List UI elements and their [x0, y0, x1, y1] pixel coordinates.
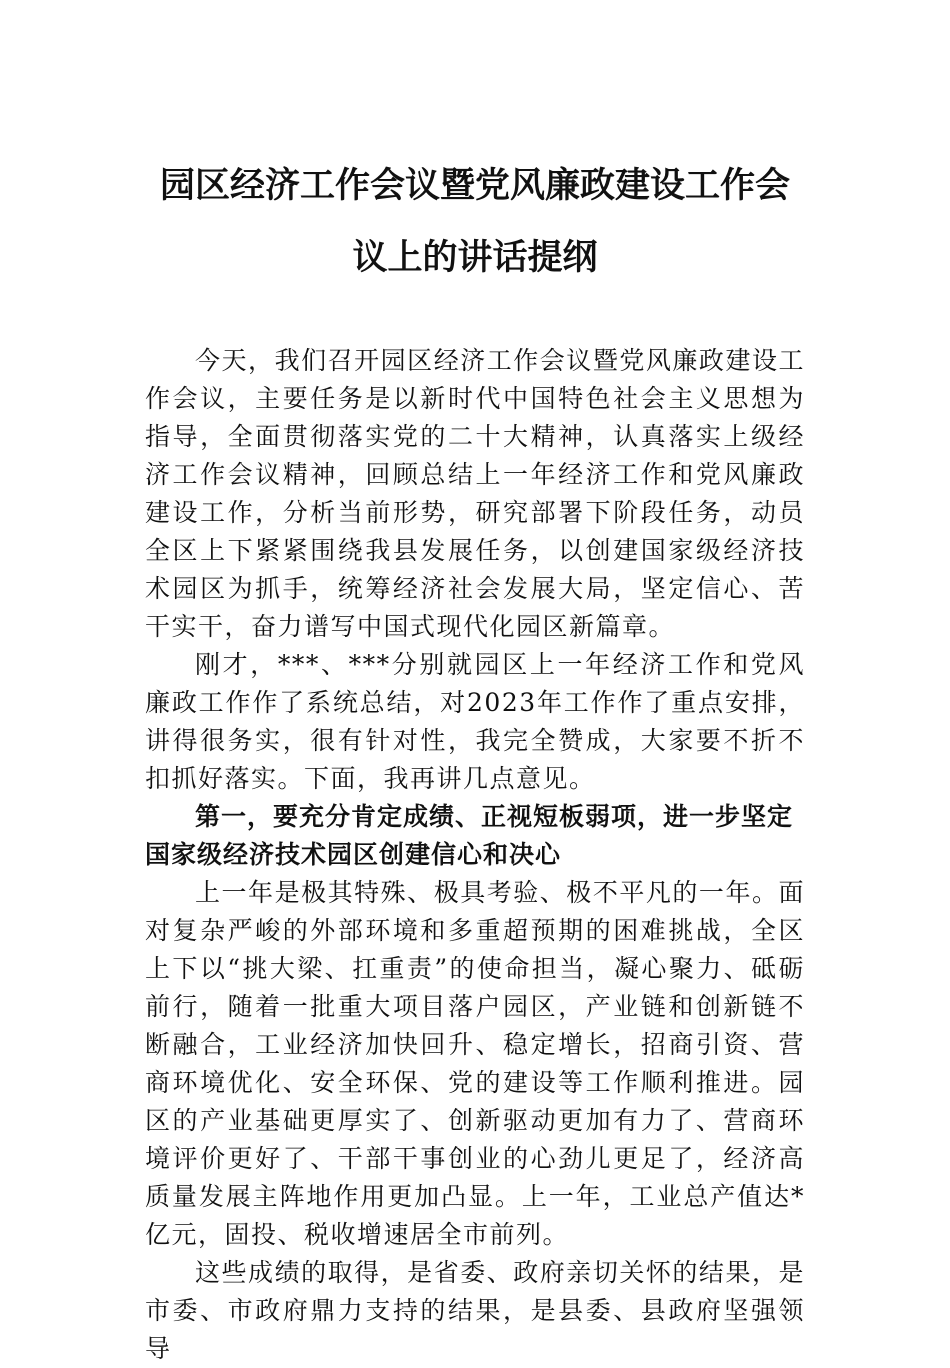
paragraph-summary: 刚才，***、***分别就园区上一年经济工作和党风廉政工作作了系统总结，对2023年工作作了重点安排，讲得很务实，很有针对性，我完全赞成，大家要不折不扣抓好落实。下面，我再讲几点意见。	[145, 650, 805, 793]
document-page	[145, 150, 805, 1368]
document-title	[145, 150, 805, 294]
title-line-2: 议上的讲话提纲	[352, 237, 598, 278]
paragraph-opening: 今天，我们召开园区经济工作会议暨党风廉政建设工作会议，主要任务是以新时代中国特色社会主义思想为指导，全面贯彻落实党的二十大精神，认真落实上级经济工作会议精神，回顾总结上一年经济工作和党风廉政建设工作，分析当前形势，研究部署下阶段任务，动员全区上下紧紧围绕我县发展任务，以创建国家级经济技术园区为抓手，统筹经济社会发展大局，坚定信心、苦干实干，奋力谱写中国式现代化园区新篇章。	[145, 346, 805, 641]
section-heading-1: 第一，要充分肯定成绩、正视短板弱项，进一步坚定国家级经济技术园区创建信心和决心	[145, 802, 794, 869]
paragraph-achievements: 上一年是极其特殊、极具考验、极不平凡的一年。面对复杂严峻的外部环境和多重超预期的困难挑战，全区上下以“挑大梁、扛重责”的使命担当，凝心聚力、砥砺前行，随着一批重大项目落户园区，产业链和创新链不断融合，工业经济加快回升、稳定增长，招商引资、营商环境优化、安全环保、党的建设等工作顺利推进。园区的产业基础更厚实了、创新驱动更加有力了、营商环境评价更好了、干部干事创业的心劲儿更足了，经济高质量发展主阵地作用更加凸显。上一年，工业总产值达*亿元，固投、税收增速居全市前列。	[145, 878, 805, 1249]
paragraph-acknowledgement: 这些成绩的取得，是省委、政府亲切关怀的结果，是市委、市政府鼎力支持的结果，是县委、县政府坚强领导	[145, 1258, 805, 1363]
title-line-1: 园区经济工作会议暨党风廉政建设工作会	[159, 165, 790, 206]
